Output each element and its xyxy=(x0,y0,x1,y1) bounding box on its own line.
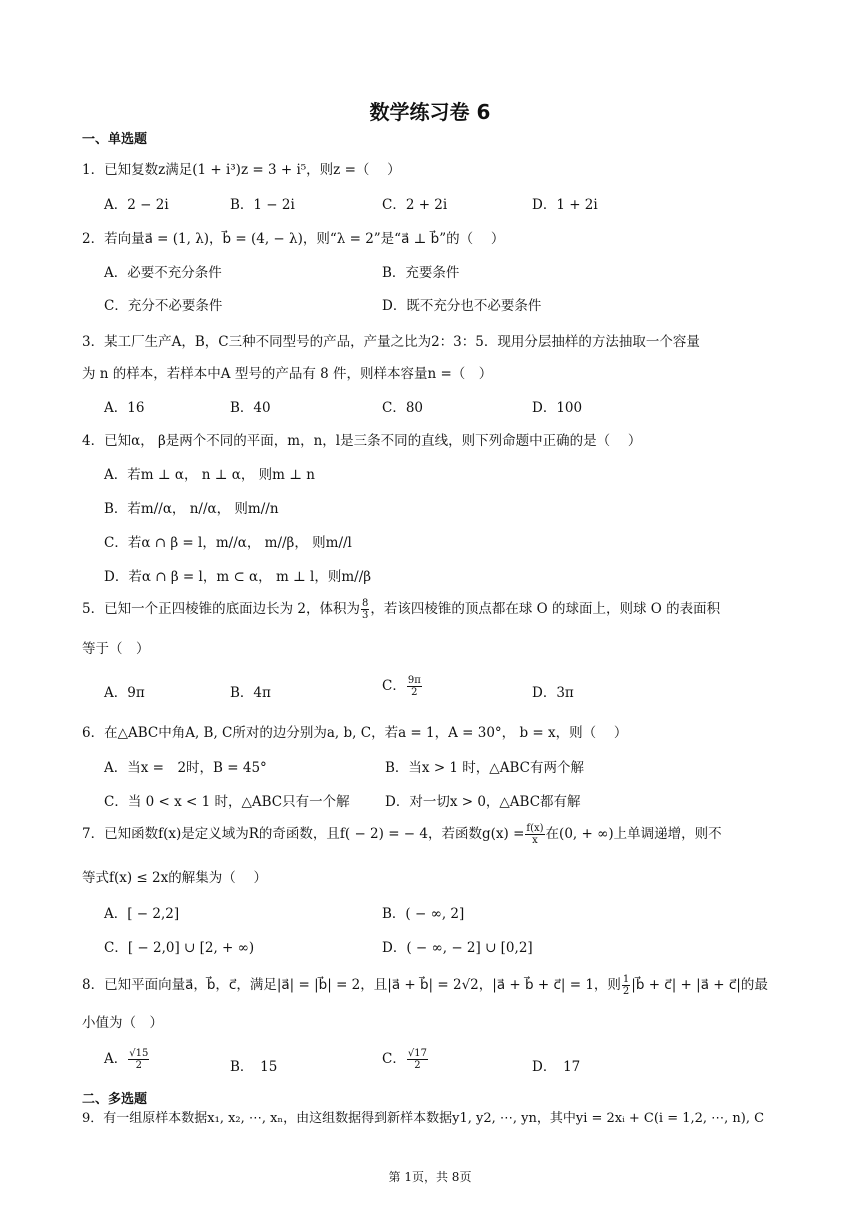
question-7-option-a: A．[ − 2,2] xyxy=(104,906,180,922)
question-1-option-a: A．2 − 2i xyxy=(104,197,169,213)
fraction-denominator: 2 xyxy=(135,1060,142,1071)
question-7-stem-line1 xyxy=(82,822,782,846)
question-3-option-a: A．16 xyxy=(104,400,145,416)
question-8-stem-part1: 8．已知平面向量a⃗，b⃗，c⃗，满足|a⃗| = |b⃗| = 2，且|a⃗ + b⃗| = 2√2，|a⃗ + b⃗ + c⃗| = 1，则 xyxy=(82,977,621,993)
question-8-stem-part2: |b⃗ + c⃗| + |a⃗ + c⃗|的最 xyxy=(631,977,768,993)
question-1-stem: 1．已知复数z满足(1 + i³)z = 3 + i⁵，则z =（ ） xyxy=(82,162,401,178)
question-3-option-c: C．80 xyxy=(382,400,424,416)
question-2-option-a: A．必要不充分条件 xyxy=(104,265,222,281)
question-7-option-b: B．( − ∞, 2] xyxy=(382,906,465,922)
option-fraction xyxy=(407,675,422,698)
question-6-option-d: D．对一切x > 0，△ABC都有解 xyxy=(385,794,581,810)
question-6-option-a: A．当x = 2时，B = 45° xyxy=(104,760,267,776)
question-3-option-b: B．40 xyxy=(230,400,271,416)
option-fraction xyxy=(128,1048,149,1071)
question-2-option-c: C．充分不必要条件 xyxy=(104,298,223,314)
fraction-denominator: x xyxy=(532,835,538,846)
question-8-option-b: B． 15 xyxy=(230,1059,278,1075)
question-4-option-a: A．若m ⊥ α， n ⊥ α， 则m ⊥ n xyxy=(104,467,315,483)
fraction-numerator: √17 xyxy=(407,1048,427,1059)
fraction-denominator: 3 xyxy=(361,610,369,621)
question-6-option-c: C．当 0 < x < 1 时，△ABC只有一个解 xyxy=(104,794,350,810)
question-5-stem-line2: 等于（ ） xyxy=(82,641,150,657)
question-8-stem-line1 xyxy=(82,973,782,997)
question-2-option-d: D．既不充分也不必要条件 xyxy=(382,298,542,314)
fraction-denominator: 2 xyxy=(414,1060,421,1071)
question-1-option-b: B．1 − 2i xyxy=(230,197,295,213)
question-7-stem-line2: 等式f(x) ≤ 2x的解集为（ ） xyxy=(82,870,268,886)
question-8-option-a xyxy=(104,1047,150,1071)
question-5-stem-part1: 5．已知一个正四棱锥的底面边长为 2，体积为 xyxy=(82,601,360,617)
question-3-stem-line1: 3．某工厂生产A，B，C三种不同型号的产品，产量之比为2：3：5．现用分层抽样的方法抽取一个容量 xyxy=(82,334,700,350)
fraction-numerator: 8 xyxy=(361,598,369,609)
option-fraction xyxy=(407,1048,428,1071)
question-3-stem-line2: 为 n 的样本，若样本中A 型号的产品有 8 件，则样本容量n =（ ） xyxy=(82,366,493,382)
question-2-option-b: B．充要条件 xyxy=(382,265,460,281)
question-3-option-d: D．100 xyxy=(532,400,583,416)
question-5-option-a: A．9π xyxy=(104,685,145,701)
question-2-stem: 2．若向量a⃗ = (1, λ)，b⃗ = (4, − λ)，则“λ = 2”是“a⃗ ⊥ b⃗”的（ ） xyxy=(82,231,505,247)
question-7-stem-part1: 7．已知函数f(x)是定义域为R的奇函数，且f( − 2) = − 4，若函数g(x) = xyxy=(82,826,525,842)
question-8-option-c xyxy=(382,1047,429,1071)
question-4-option-b: B．若m//α， n//α， 则m//n xyxy=(104,501,279,517)
page-title: 数学练习卷 6 xyxy=(369,100,491,124)
question-7-option-d: D．( − ∞, − 2] ∪ [0,2] xyxy=(382,940,533,956)
question-8-stem-line2: 小值为（ ） xyxy=(82,1015,163,1031)
question-5-option-c xyxy=(382,674,423,698)
fraction-denominator: 2 xyxy=(411,687,418,698)
fraction-numerator: f(x) xyxy=(526,823,544,834)
question-7-g-fraction xyxy=(525,823,544,846)
question-1-option-c: C．2 + 2i xyxy=(382,197,448,213)
question-9-stem: 9．有一组原样本数据x₁, x₂, ⋯, xₙ，由这组数据得到新样本数据y1, y2, ⋯, yn，其中yi = 2xᵢ + C(i = 1,2, ⋯, n), C xyxy=(82,1111,765,1126)
page-footer: 第 1页，共 8页 xyxy=(388,1170,472,1184)
question-5-stem-line1 xyxy=(82,597,782,621)
fraction-denominator: 2 xyxy=(622,986,630,997)
question-6-option-b: B．当x > 1 时，△ABC有两个解 xyxy=(385,760,584,776)
question-5-stem-part2: ，若该四棱锥的顶点都在球 O 的球面上，则球 O 的表面积 xyxy=(370,601,721,617)
question-7-option-c: C．[ − 2,0] ∪ [2, + ∞) xyxy=(104,940,255,956)
section-heading-multi: 二、多选题 xyxy=(82,1092,148,1107)
option-label: C． xyxy=(382,1051,406,1067)
question-5-volume-fraction xyxy=(361,598,369,621)
option-label: C． xyxy=(382,678,406,694)
question-4-option-c: C．若α ∩ β = l，m//α， m//β， 则m//l xyxy=(104,535,352,551)
question-4-option-d: D．若α ∩ β = l，m ⊂ α， m ⊥ l，则m//β xyxy=(104,569,372,585)
fraction-numerator: √15 xyxy=(129,1048,149,1059)
question-1-option-d: D．1 + 2i xyxy=(532,197,598,213)
question-8-half-fraction xyxy=(622,974,630,997)
question-8-option-d: D． 17 xyxy=(532,1059,581,1075)
fraction-numerator: 1 xyxy=(622,974,630,985)
question-6-stem: 6．在△ABC中角A, B, C所对的边分别为a, b, C，若a = 1，A = 30°， b = x，则（ ） xyxy=(82,725,628,741)
question-5-option-b: B．4π xyxy=(230,685,271,701)
option-label: A． xyxy=(104,1051,128,1067)
question-5-option-d: D．3π xyxy=(532,685,574,701)
fraction-numerator: 9π xyxy=(407,675,421,686)
section-heading-single: 一、单选题 xyxy=(82,132,148,147)
question-7-stem-part2: 在(0, + ∞)上单调递增，则不 xyxy=(545,826,722,842)
question-4-stem: 4．已知α， β是两个不同的平面，m，n，l是三条不同的直线，则下列命题中正确的是（ ） xyxy=(82,433,642,449)
